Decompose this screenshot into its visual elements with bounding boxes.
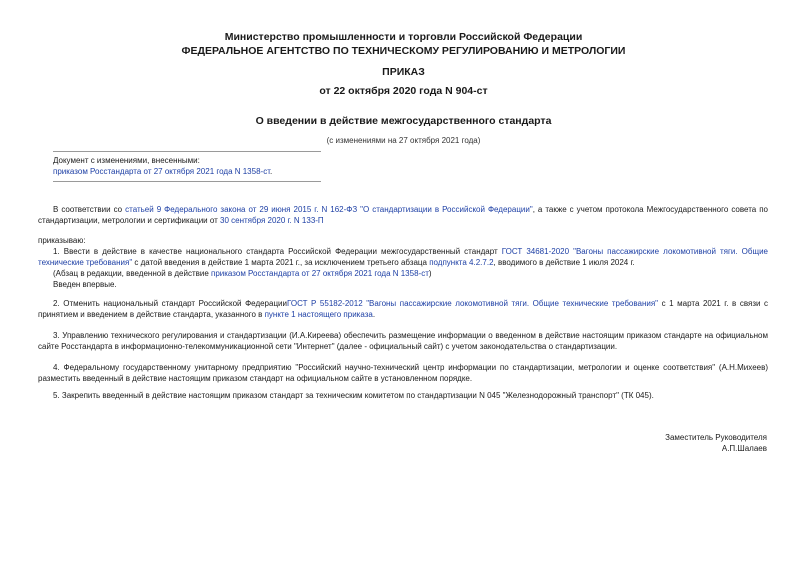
item-1-note-link[interactable]: приказом Росстандарта от 27 октября 2021 года N 1358-ст — [211, 269, 429, 278]
changes-box-top-rule — [53, 151, 321, 152]
changes-box — [53, 155, 321, 177]
item-1-paragraph — [38, 246, 768, 268]
changes-box-bottom-rule — [53, 181, 321, 182]
doc-date-number: от 22 октября 2020 года N 904-ст — [319, 85, 488, 97]
doc-title: О введении в действие межгосударственного стандарта — [255, 115, 552, 127]
item-1-note-text: (Абзац в редакции, введенной в действие — [53, 269, 211, 278]
item-3-paragraph: 3. Управлению технического регулирования и стандартизации (И.А.Киреева) обеспечить размещение информации о введенном в действие настоящим приказом стандарте на официальном сайте Росстандарта в информационно-телекоммуникационной сети "Интернет" (далее - официальный сайт) с учетом законодательства о стандартизации. — [38, 331, 768, 351]
item-2-text-3: . — [372, 310, 376, 319]
gost-55182-link[interactable]: ГОСТ Р 55182-2012 "Вагоны пассажирские локомотивной тяги. Общие технические требования" — [286, 299, 659, 308]
agency-name: ФЕДЕРАЛЬНОЕ АГЕНТСТВО ПО ТЕХНИЧЕСКОМУ РЕГУЛИРОВАНИЮ И МЕТРОЛОГИИ — [181, 45, 626, 57]
doc-type: ПРИКАЗ — [382, 66, 425, 78]
item-4-paragraph: 4. Федеральному государственному унитарному предприятию "Российский научно-технический центр информации по стандартизации, метрологии и оценке соответствия" (А.Н.Михеев) разместить введенный в действие настоящим приказом стандарт на официальном сайте в установленном порядке. — [38, 363, 768, 383]
changes-link[interactable]: приказом Росстандарта от 27 октября 2021 года N 1358-ст — [53, 167, 270, 176]
item-5-paragraph: 5. Закрепить введенный в действие настоящим приказом стандарт за техническим комитетом по стандартизации N 045 "Железнодорожный транспорт" (ТК 045). — [53, 391, 654, 400]
subclause-link[interactable]: подпункта 4.2.7.2 — [429, 258, 494, 267]
signature-block — [665, 432, 767, 454]
changes-box-line — [53, 166, 321, 177]
item-2-text-1: 2. Отменить национальный стандарт Российской Федерации — [53, 299, 287, 308]
changes-box-tail: . — [269, 167, 273, 176]
order-word: приказываю: — [38, 236, 86, 245]
gost-34681-link[interactable]: ГОСТ 34681-2020 "Вагоны пассажирские локомотивной тяги. Общие технические требования" — [38, 247, 768, 267]
item-2-text-2: с 1 марта 2021 г. в связи с принятием и введением в действие стандарта, указанного в — [38, 299, 769, 319]
changes-box-label: Документ с изменениями, внесенными: — [53, 156, 200, 165]
item-1-note — [53, 268, 432, 279]
protocol-link[interactable]: 30 сентября 2020 г. N 133-П — [220, 216, 324, 225]
item-2-paragraph — [38, 298, 768, 320]
item-1-text-2: с датой введения в действие 1 марта 2021 г., за исключением третьего абзаца — [132, 258, 430, 267]
federal-law-link[interactable]: статьей 9 Федерального закона от 29 июня 2015 г. N 162-ФЗ "О стандартизации в Российской Федерации" — [125, 205, 533, 214]
preamble-text-1: В соответствии со — [53, 205, 126, 214]
preamble-paragraph — [38, 204, 768, 226]
revision-note: (с изменениями на 27 октября 2021 года) — [326, 136, 481, 145]
item-1-note-end: ) — [428, 269, 432, 278]
ministry-name: Министерство промышленности и торговли Российской Федерации — [224, 31, 583, 43]
item-1-text-3: , вводимого в действие 1 июля 2024 г. — [493, 258, 635, 267]
item-1-first-introduced: Введен впервые. — [53, 280, 117, 289]
item-1-text-1: 1. Ввести в действие в качестве национального стандарта Российской Федерации межгосударственный стандарт — [53, 247, 502, 256]
signatory-name: А.П.Шалаев — [721, 444, 767, 453]
signatory-position: Заместитель Руководителя — [665, 433, 767, 442]
item-1-ref-link[interactable]: пункте 1 настоящего приказа — [264, 310, 373, 319]
preamble-text-2: , а также с учетом протокола Межгосударственного совета по стандартизации, метрологии и сертификации от — [38, 205, 768, 225]
